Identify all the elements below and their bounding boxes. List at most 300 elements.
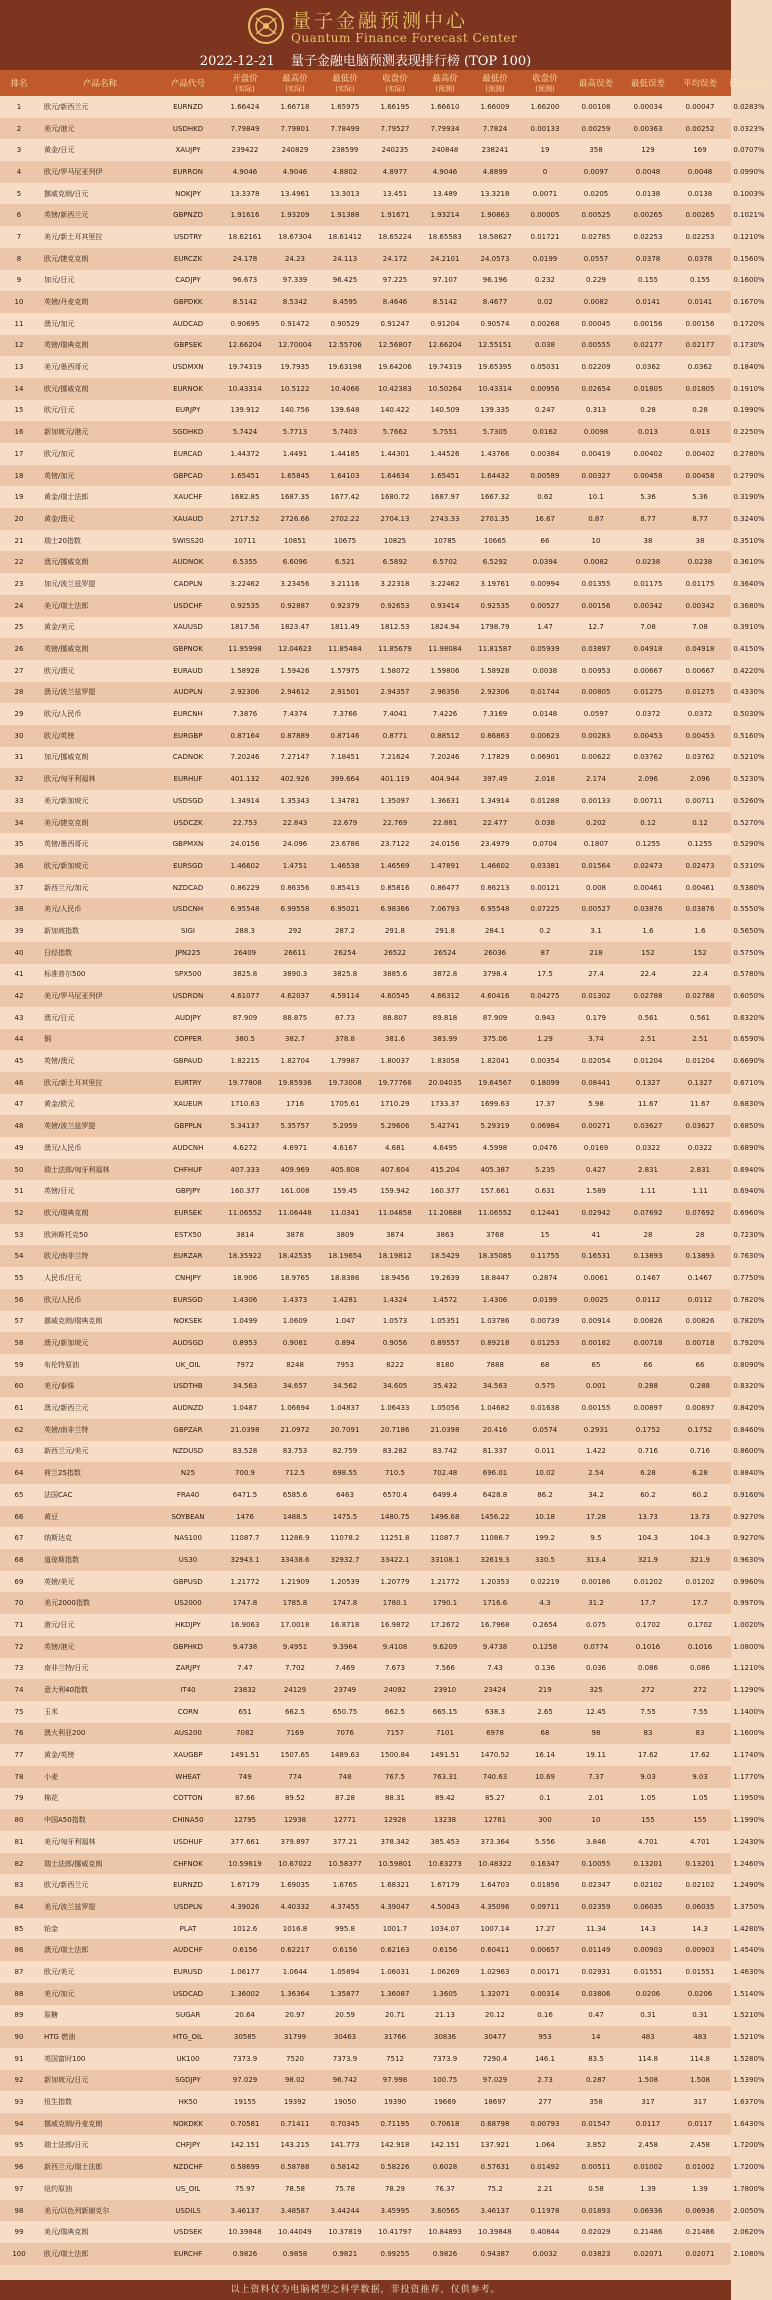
table-cell: 1.82041 [480, 1057, 510, 1066]
table-cell: 瑞士20指数 [44, 536, 81, 545]
table-cell: 美元/瑞士法郎 [44, 601, 89, 610]
table-cell: 新加坡元/港元 [44, 428, 89, 437]
table-cell: 12 [14, 341, 24, 350]
table-cell: 澳元/挪威克朗 [44, 558, 89, 567]
table-cell: 24.0156 [430, 840, 460, 849]
table-cell: 0.0148 [532, 710, 558, 719]
table-cell: 英镑/新西兰元 [44, 211, 89, 220]
table-cell: 0.02253 [633, 232, 663, 241]
table-row [0, 1441, 765, 1463]
table-cell: 3.46137 [480, 2206, 510, 2215]
table-row [0, 1939, 765, 1961]
table-cell: 7.21624 [380, 753, 410, 762]
table-cell: 0.90695 [230, 319, 260, 328]
table-cell: 19.77766 [378, 1078, 412, 1087]
table-cell: 0.03762 [685, 753, 715, 762]
table-cell: 2.73 [537, 2076, 553, 2085]
table-cell: 22.881 [432, 818, 458, 827]
table-cell: 6.28 [640, 1469, 656, 1478]
table-row [0, 660, 765, 682]
table-cell: 0.11978 [530, 2206, 560, 2215]
table-cell: 1.5390% [733, 2076, 765, 2085]
table-cell: 12.70004 [278, 341, 312, 350]
table-cell: 12.66204 [428, 341, 462, 350]
table-cell: 3.846 [585, 1837, 607, 1846]
table-cell: 0.04275 [530, 992, 560, 1001]
table-cell: 欧元/新土耳其里拉 [44, 1078, 103, 1087]
table-cell: 0.00527 [530, 601, 560, 610]
table-cell: 0.5260% [733, 796, 765, 805]
table-cell: 新加坡指数 [44, 926, 79, 935]
table-cell: 1.65845 [280, 471, 310, 480]
table-row [0, 1701, 765, 1723]
column-header-sub: (实际) [285, 85, 305, 93]
table-cell: 4.6495 [432, 1143, 458, 1152]
table-cell: EURGBP [173, 731, 203, 740]
table-cell: 85 [14, 1924, 24, 1933]
table-cell: 0.0322 [635, 1143, 661, 1152]
table-cell: NOKDKK [173, 2119, 203, 2128]
table-cell: 33438.6 [280, 1555, 310, 1564]
table-cell: 19050 [333, 2098, 357, 2107]
table-cell: AUDNZD [172, 1404, 204, 1413]
table-cell: 51 [14, 1187, 24, 1196]
table-cell: 24.172 [382, 254, 408, 263]
table-cell: 0.01638 [530, 1404, 560, 1413]
table-cell: 17.37 [534, 1100, 556, 1109]
table-cell: 64 [14, 1469, 24, 1478]
table-cell: 1.65451 [230, 471, 260, 480]
table-cell: 35.432 [432, 1382, 458, 1391]
table-cell: 0.0238 [635, 558, 661, 567]
table-row [0, 617, 765, 639]
table-cell: 300 [538, 1816, 552, 1825]
table-cell: 22 [14, 558, 24, 567]
page-title [0, 50, 731, 69]
table-cell: 7.55 [640, 1707, 656, 1716]
table-cell: 0.894 [334, 1339, 356, 1348]
table-cell: 698.55 [332, 1469, 358, 1478]
table-cell: 3825.8 [232, 970, 258, 979]
table-cell: 0.87164 [230, 731, 260, 740]
table-cell: 6.5292 [482, 558, 508, 567]
title-date: 2022-12-21 [199, 54, 275, 69]
table-row [0, 1354, 765, 1376]
table-row [0, 2156, 765, 2178]
table-cell: 0.1 [539, 1794, 551, 1803]
table-cell: 86.2 [537, 1490, 553, 1499]
table-cell: 0.00718 [685, 1339, 715, 1348]
table-cell: 30477 [483, 2033, 507, 2042]
table-cell: 美元/匈牙利福林 [44, 1837, 96, 1846]
table-cell: 0.1990% [733, 406, 765, 415]
table-cell: 0.288 [637, 1382, 659, 1391]
table-cell: 0.00657 [530, 1946, 560, 1955]
table-cell: 0.62 [537, 493, 553, 502]
table-cell: 99 [14, 2228, 24, 2237]
table-cell: 1.1950% [733, 1794, 765, 1803]
table-row [0, 790, 765, 812]
table-cell: 英镑/美元 [44, 1577, 75, 1586]
table-cell: 1.1770% [733, 1772, 765, 1781]
table-cell: 0.9826 [432, 2249, 458, 2258]
table-cell: 19.11 [585, 1751, 607, 1760]
table-cell: 欧元/南非兰特 [44, 1252, 89, 1261]
table-cell: 1705.61 [330, 1100, 360, 1109]
table-cell: 1.36087 [380, 1989, 410, 1998]
table-cell: 0.1752 [635, 1425, 661, 1434]
table-cell: 13.3013 [330, 189, 360, 198]
table-cell: 0.1021% [733, 211, 765, 220]
table-cell: 0.02054 [581, 1057, 611, 1066]
table-cell: 0.5550% [733, 905, 765, 914]
table-cell: 0.00453 [685, 731, 715, 740]
table-cell: 0.1702 [635, 1620, 661, 1629]
table-cell: 黄金/日元 [44, 146, 75, 155]
table-cell: 0.07692 [633, 1208, 663, 1217]
table-cell: 0.92535 [230, 601, 260, 610]
table-cell: 0.00419 [581, 449, 611, 458]
table-cell: 0.6830% [733, 1100, 765, 1109]
column-header-sub: (预测) [485, 85, 505, 93]
table-cell: 7.469 [334, 1664, 356, 1673]
table-cell: 159.942 [380, 1187, 410, 1196]
table-cell: 0.02219 [530, 1577, 560, 1586]
ranking-table [0, 96, 765, 2265]
table-cell: 1.59806 [430, 666, 460, 675]
table-cell: 0.00511 [581, 2163, 611, 2172]
table-cell: 13238 [433, 1816, 457, 1825]
table-cell: 0.06035 [685, 1902, 715, 1911]
table-cell: 0.01551 [685, 1967, 715, 1976]
table-cell: USDPLN [173, 1902, 203, 1911]
table-cell: 澳元/加元 [44, 319, 75, 328]
table-cell: 4.701 [689, 1837, 711, 1846]
table-cell: 0.02 [537, 298, 553, 307]
table-cell: US2000 [174, 1599, 202, 1608]
table-cell: 日经指数 [44, 948, 72, 957]
table-cell: 13.3378 [230, 189, 260, 198]
table-cell: 0.00914 [581, 1317, 611, 1326]
table-cell: 0.89218 [480, 1339, 510, 1348]
table-row [0, 1918, 765, 1940]
table-cell: 23749 [333, 1686, 357, 1695]
table-cell: 0.00108 [581, 102, 611, 111]
table-cell: 20.71 [384, 2011, 406, 2020]
table-cell: 0.71411 [280, 2119, 310, 2128]
table-cell: 0.11755 [530, 1252, 560, 1261]
table-cell: 10.39848 [478, 2228, 512, 2237]
table-cell: 0.00327 [581, 471, 611, 480]
table-cell: 英镑/墨西哥元 [44, 840, 89, 849]
table-cell: 欧元/加元 [44, 449, 75, 458]
table-cell: 0.8090% [733, 1360, 765, 1369]
table-cell: 415.204 [430, 1165, 460, 1174]
table-cell: 58 [14, 1339, 24, 1348]
table-cell: 0.0138 [635, 189, 661, 198]
table-cell: 1.46569 [380, 861, 410, 870]
table-cell: 24129 [283, 1686, 307, 1695]
table-cell: 16.67 [534, 514, 556, 523]
table-cell: 2.65 [537, 1707, 553, 1716]
table-cell: 0.9858 [282, 2249, 308, 2258]
table-cell: 0 [542, 167, 548, 176]
table-cell: HTG_OIL [173, 2033, 203, 2042]
table-cell: 0.0061 [583, 1273, 609, 1282]
table-cell: 6.5355 [232, 558, 258, 567]
table-cell: 1798.79 [480, 623, 510, 632]
table-row [0, 1809, 765, 1831]
table-cell: 0.03876 [633, 905, 663, 914]
table-cell: 90 [14, 2033, 24, 2042]
table-cell: 4.35096 [480, 1902, 510, 1911]
table-cell: 0.1258 [532, 1642, 558, 1651]
table-cell: 7.17829 [480, 753, 510, 762]
table-cell: 0.5210% [733, 753, 765, 762]
table-cell: 39 [14, 926, 24, 935]
table-cell: 0.1600% [733, 276, 765, 285]
table-cell: 铂金 [44, 1924, 58, 1933]
table-cell: 291.8 [384, 926, 406, 935]
table-cell: SUGAR [175, 2011, 201, 2020]
table-cell: 17.7 [692, 1599, 708, 1608]
table-row [0, 551, 765, 573]
table-row [0, 226, 765, 248]
table-cell: 19.64567 [478, 1078, 512, 1087]
table-cell: 97 [14, 2184, 24, 2193]
table-cell: 1.66009 [480, 102, 510, 111]
table-cell: 0.01202 [685, 1577, 715, 1586]
table-cell: 1.46602 [230, 861, 260, 870]
table-row [0, 2178, 765, 2200]
table-cell: 8.4646 [382, 298, 408, 307]
table-cell: 0.2 [539, 926, 551, 935]
table-cell: 1.6370% [733, 2098, 765, 2107]
table-cell: 89 [14, 2011, 24, 2020]
table-cell: 1.1400% [733, 1707, 765, 1716]
table-cell: 0.00453 [633, 731, 663, 740]
table-cell: 73 [14, 1664, 24, 1673]
table-cell: 0.6850% [733, 1122, 765, 1131]
table-cell: 0.5230% [733, 775, 765, 784]
table-cell: 3814 [236, 1230, 254, 1239]
table-cell: 1.2460% [733, 1859, 765, 1868]
table-cell: USDMXN [172, 363, 204, 372]
table-cell: 1.06269 [430, 1967, 460, 1976]
table-cell: 加元/挪威克朗 [44, 753, 89, 762]
table-cell: 98 [591, 1729, 601, 1738]
table-cell: 11251.8 [380, 1534, 410, 1543]
table-cell: 0.0707% [733, 146, 765, 155]
table-cell: 10 [591, 1816, 601, 1825]
table-cell: 23.7122 [380, 840, 410, 849]
table-cell: 3878 [286, 1230, 304, 1239]
table-cell: 1.4280% [733, 1924, 765, 1933]
table-cell: 19.7935 [280, 363, 310, 372]
table-cell: 10.67022 [278, 1859, 312, 1868]
table-cell: 28 [695, 1230, 705, 1239]
table-row [0, 530, 765, 552]
table-cell: 1 [16, 102, 22, 111]
table-cell: 20.7091 [330, 1425, 360, 1434]
table-cell: 0.02102 [633, 1881, 663, 1890]
table-cell: 1.1740% [733, 1751, 765, 1760]
table-cell: 1470.52 [480, 1751, 510, 1760]
table-cell: 402.926 [280, 775, 310, 784]
table-cell: 0.7820% [733, 1317, 765, 1326]
table-row [0, 1115, 765, 1137]
table-cell: 0.03627 [685, 1122, 715, 1131]
table-cell: 3.22318 [380, 579, 410, 588]
table-cell: 27.4 [588, 970, 604, 979]
table-cell: 新西兰元/美元 [44, 1447, 89, 1456]
table-cell: 0.01204 [633, 1057, 663, 1066]
table-cell: 欧元/罗马尼亚列伊 [44, 167, 103, 176]
table-cell: 0.561 [689, 1013, 711, 1022]
table-cell: 2.1080% [733, 2249, 765, 2258]
table-cell: 0.0138 [687, 189, 713, 198]
table-cell: 0.0378 [635, 254, 661, 263]
table-cell: 0.70581 [230, 2119, 260, 2128]
table-cell: 欧元/新加坡元 [44, 861, 89, 870]
table-cell: 0.232 [534, 276, 556, 285]
table-cell: US_OIL [175, 2184, 201, 2193]
table-cell: 96.673 [232, 276, 258, 285]
table-cell: 7.4041 [382, 710, 408, 719]
table-cell: 0.91247 [380, 319, 410, 328]
table-cell: 313.4 [585, 1555, 607, 1564]
table-cell: 18.19654 [328, 1252, 362, 1261]
table-row [0, 1571, 765, 1593]
table-cell: 4.60416 [480, 992, 510, 1001]
table-cell: 0.2654 [532, 1620, 558, 1629]
table-cell: GBPDKK [173, 298, 203, 307]
table-cell: 83.742 [432, 1447, 458, 1456]
table-cell: 0.57631 [480, 2163, 510, 2172]
table-cell: 0.5290% [733, 840, 765, 849]
table-cell: EURNOK [173, 384, 203, 393]
table-cell: 7157 [386, 1729, 404, 1738]
table-cell: CHFHUF [173, 1165, 203, 1174]
table-cell: 0.40844 [530, 2228, 560, 2237]
table-cell: 瑞士法郎/日元 [44, 2141, 89, 2150]
table-cell: 0.247 [534, 406, 556, 415]
table-cell: 0.00903 [685, 1946, 715, 1955]
table-cell: 1.47891 [430, 861, 460, 870]
table-cell: 3825.8 [332, 970, 358, 979]
table-cell: AUDCNH [172, 1143, 204, 1152]
table-cell: 美元/墨西哥元 [44, 363, 89, 372]
table-cell: 1.508 [689, 2076, 711, 2085]
table-cell: 11.98084 [428, 645, 462, 654]
table-cell: 31799 [283, 2033, 307, 2042]
table-cell: 31 [14, 753, 24, 762]
table-row [0, 1636, 765, 1658]
table-cell: 1.0499 [232, 1317, 258, 1326]
table-cell: 0.427 [585, 1165, 607, 1174]
table-cell: 4.8802 [332, 167, 358, 176]
table-cell: 13.73 [689, 1512, 711, 1521]
table-cell: 0.01551 [633, 1967, 663, 1976]
table-cell: 0.5380% [733, 883, 765, 892]
table-cell: 41 [14, 970, 24, 979]
table-cell: XAUAUD [172, 514, 203, 523]
table-cell: 9.4738 [232, 1642, 258, 1651]
table-cell: 0.0117 [687, 2119, 713, 2128]
table-cell: 18.62161 [228, 232, 262, 241]
title-text: 量子金融电脑预测表现排行榜 (TOP 100) [290, 54, 532, 69]
table-cell: 0.00133 [530, 124, 560, 133]
table-cell: 0.00156 [633, 319, 663, 328]
table-cell: 0.011 [534, 1447, 556, 1456]
table-cell: 42 [14, 992, 24, 1001]
table-cell: 87 [540, 948, 550, 957]
table-cell: 0.0141 [687, 298, 713, 307]
table-cell: 0.02473 [685, 861, 715, 870]
table-cell: 0.288 [689, 1382, 711, 1391]
table-row [0, 2005, 765, 2027]
table-cell: 12938 [283, 1816, 307, 1825]
table-cell: 0.0169 [583, 1143, 609, 1152]
table-cell: 72 [14, 1642, 24, 1651]
table-cell: 140.509 [430, 406, 460, 415]
table-cell: 黄金/澳元 [44, 514, 75, 523]
table-cell: 0.00402 [633, 449, 663, 458]
table-cell: 54 [14, 1252, 24, 1261]
table-cell: 0.58142 [330, 2163, 360, 2172]
table-cell: 483 [693, 2033, 707, 2042]
table-cell: 0.6940% [733, 1187, 765, 1196]
table-cell: 17.62 [637, 1751, 659, 1760]
table-cell: 3.1 [590, 926, 602, 935]
table-cell: 8 [16, 254, 22, 263]
table-cell: 欧元/新西兰元 [44, 102, 89, 111]
table-cell: 662.5 [284, 1707, 306, 1716]
table-cell: 1.66718 [280, 102, 310, 111]
table-cell: 5.2959 [332, 1122, 358, 1131]
column-header [370, 72, 420, 94]
table-cell: 2.91501 [330, 688, 360, 697]
table-cell: 272 [693, 1686, 707, 1695]
column-header [570, 77, 622, 89]
table-cell: 83.528 [232, 1447, 258, 1456]
table-cell: 702.48 [432, 1469, 458, 1478]
table-cell: 18.42535 [278, 1252, 312, 1261]
table-cell: 0.03823 [581, 2249, 611, 2258]
table-cell: 7.37 [588, 1772, 604, 1781]
table-cell: 87.909 [482, 1013, 508, 1022]
table-cell: 0.94387 [480, 2249, 510, 2258]
table-cell: 12.45 [585, 1707, 607, 1716]
table-cell: 1747.8 [332, 1599, 358, 1608]
table-cell: 160.377 [230, 1187, 260, 1196]
table-cell: 0.00314 [530, 1989, 560, 1998]
table-cell: 26611 [283, 948, 307, 957]
table-cell: 11.85679 [378, 645, 412, 654]
table-cell: 18.8386 [330, 1273, 360, 1282]
table-cell: 3.46137 [230, 2206, 260, 2215]
table-cell: 139.335 [480, 406, 510, 415]
table-row [0, 1874, 765, 1896]
table-cell: 0.1255 [687, 840, 713, 849]
table-cell: 0.001 [585, 1382, 607, 1391]
table-cell: EURTRY [174, 1078, 202, 1087]
table-cell: 0.00458 [633, 471, 663, 480]
table-cell: 0.00711 [685, 796, 715, 805]
table-cell: 0.086 [637, 1664, 659, 1673]
table-cell: 11.85484 [328, 645, 362, 654]
table-cell: 700.9 [234, 1469, 256, 1478]
